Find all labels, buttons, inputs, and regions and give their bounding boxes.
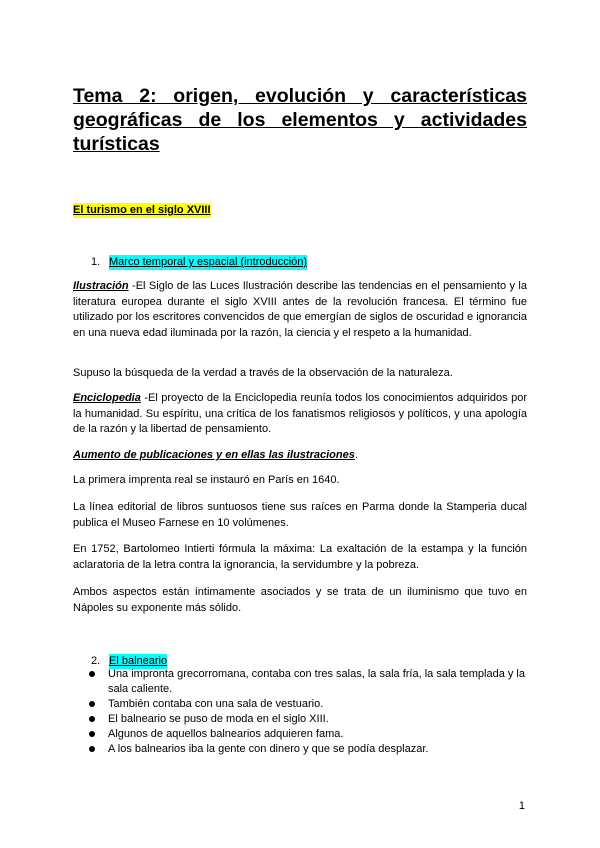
bullet-icon xyxy=(89,701,95,707)
paragraph-1752: En 1752, Bartolomeo Intierti fórmula la máxima: La exaltación de la estampa y la función aclaratoria de la letra contra la ignorancia, la servidumbre y la pobreza. xyxy=(73,543,527,571)
list-item: A los balnearios iba la gente con dinero y que se podía desplazar. xyxy=(73,742,527,757)
balneario-bullet-list xyxy=(73,667,527,757)
paragraph-ilustracion xyxy=(73,279,527,341)
subsection-1-number: 1. xyxy=(91,256,101,268)
bullet-icon xyxy=(89,731,95,737)
paragraph-linea-editorial: La línea editorial de libros suntuosos tiene sus raíces en Parma donde la Stamperia ducal publica el Museo Farnese en 10 volúmenes. xyxy=(73,501,527,529)
list-item: Algunos de aquellos balnearios adquieren fama. xyxy=(73,727,527,742)
term-ilustracion: Ilustración xyxy=(73,280,129,292)
list-item: El balneario se puso de moda en el siglo XIII. xyxy=(73,712,527,727)
page-number: 1 xyxy=(518,800,525,812)
paragraph-aumento xyxy=(73,448,527,464)
subsection-2-number: 2. xyxy=(91,655,101,667)
subsection-2-heading: El balneario xyxy=(109,655,168,667)
paragraph-ambos: Ambos aspectos están íntimamente asociados y se trata de un iluminismo que tuvo en Nápoles su exponente más sólido. xyxy=(73,586,527,614)
paragraph-imprenta: La primera imprenta real se instauró en París en 1640. xyxy=(73,474,340,486)
bullet-icon xyxy=(89,671,95,677)
document-title: Tema 2: origen, evolución y características geográficas de los elementos y actividades turísticas xyxy=(73,85,527,155)
list-item: También contaba con una sala de vestuario. xyxy=(73,697,527,712)
text-aumento: . xyxy=(354,449,358,461)
text-enciclopedia: -El proyecto de la Enciclopedia reunía todos los conocimientos adquiridos por la humanidad. Su espíritu, una crítica de los fanatismos religiosos y políticos, y una apología de la razón y la libertad de pensamiento. xyxy=(73,392,527,435)
paragraph-enciclopedia xyxy=(73,391,527,438)
list-item: Una impronta grecorromana, contaba con tres salas, la sala fría, la sala templada y la sala caliente. xyxy=(73,667,527,697)
text-ilustracion: -El Siglo de las Luces Ilustración describe las tendencias en el pensamiento y la literatura europea durante el siglo XVIII antes de la revolución francesa. El término fue utilizado por los escritores convencidos de que emergían de siglos de oscuridad e ignorancia en una nueva edad iluminada por la razón, la ciencia y el respeto a la humanidad. xyxy=(73,280,527,339)
term-enciclopedia: Enciclopedia xyxy=(73,392,141,404)
subsection-1-heading: Marco temporal y espacial (introducción) xyxy=(109,256,308,268)
paragraph-busqueda: Supuso la búsqueda de la verdad a través de la observación de la naturaleza. xyxy=(73,367,453,379)
section-heading: El turismo en el siglo XVIII xyxy=(73,204,211,216)
term-aumento: Aumento de publicaciones y en ellas las ilustraciones xyxy=(73,449,355,461)
bullet-icon xyxy=(89,746,95,752)
bullet-icon xyxy=(89,716,95,722)
